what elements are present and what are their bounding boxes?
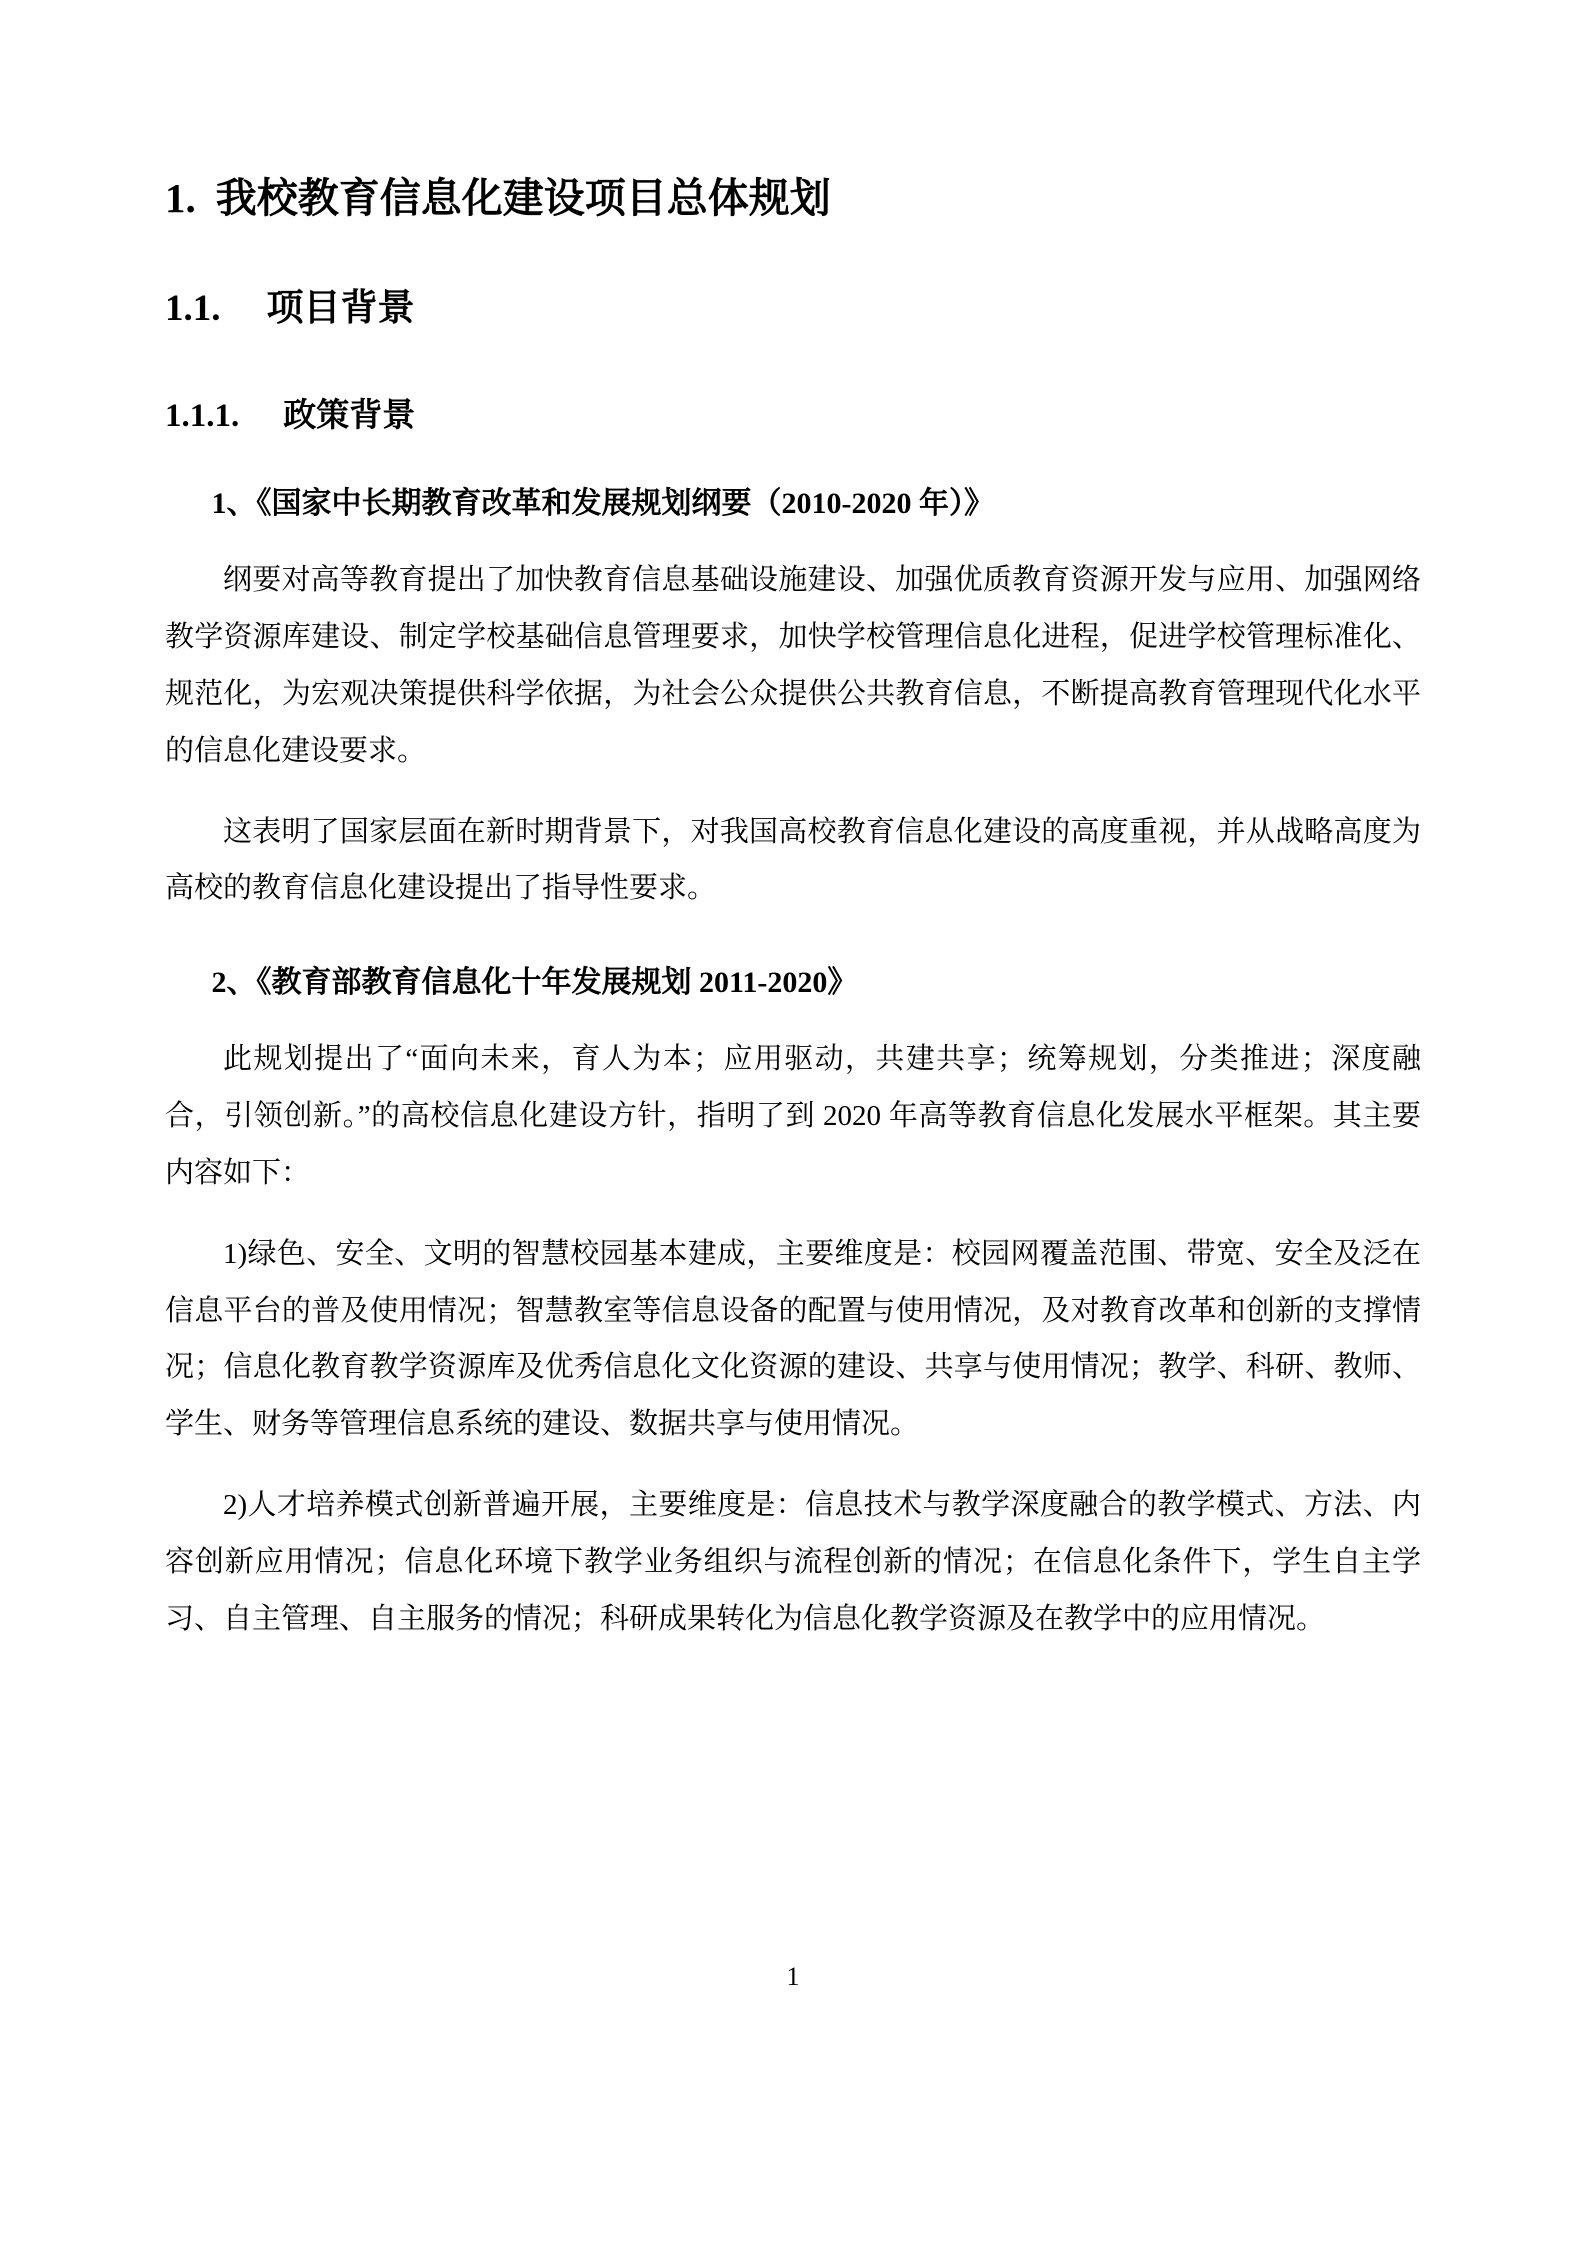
page-number: 1 <box>786 1962 800 1991</box>
policy-item-2-heading: 2、《教育部教育信息化十年发展规划 2011-2020》 <box>211 966 858 1000</box>
heading-level-2 <box>165 285 1421 333</box>
heading-3-title: 政策背景 <box>283 398 416 435</box>
paragraph-outline-requirements: 纲要对高等教育提出了加快教育信息基础设施建设、加强优质教育资源开发与应用、加强网络教学资源库建设、制定学校基础信息管理要求，加快学校管理信息化进程，促进学校管理标准化、规范化，为宏观决策提供科学依据，为社会公众提供公共教育信息，不断提高教育管理现代化水平的信息化建设要求。 <box>165 564 1421 767</box>
page-footer <box>165 1962 1421 2244</box>
heading-level-3 <box>165 395 1421 438</box>
heading-2-title: 项目背景 <box>266 288 415 330</box>
paragraph-plan-guideline: 此规划提出了“面向未来，育人为本；应用驱动，共建共享；统筹规划，分类推进；深度融合，引领创新。”的高校信息化建设方针，指明了到 2020 年高等教育信息化发展水平框架。其主要内容如下： <box>165 1043 1421 1189</box>
paragraph-smart-campus-dimension: 1)绿色、安全、文明的智慧校园基本建成，主要维度是：校园网覆盖范围、带宽、安全及泛在信息平台的普及使用情况；智慧教室等信息设备的配置与使用情况，及对教育改革和创新的支撑情况；信息化教育教学资源库及优秀信息化文化资源的建设、共享与使用情况；教学、科研、教师、学生、财务等管理信息系统的建设、数据共享与使用情况。 <box>165 1237 1421 1441</box>
heading-2-number: 1.1. <box>165 288 221 330</box>
heading-level-1 <box>165 172 1421 225</box>
paragraph-talent-training-dimension: 2)人才培养模式创新普遍开展，主要维度是：信息技术与教学深度融合的教学模式、方法、内容创新应用情况；信息化环境下教学业务组织与流程创新的情况；在信息化条件下，学生自主学习、自主管理、自主服务的情况；科研成果转化为信息化教学资源及在教学中的应用情况。 <box>165 1489 1421 1635</box>
heading-3-number: 1.1.1. <box>165 398 240 435</box>
heading-1-title: 我校教育信息化建设项目总体规划 <box>215 175 831 221</box>
heading-1-number: 1. <box>165 175 196 221</box>
paragraph-national-significance: 这表明了国家层面在新时期背景下，对我国高校教育信息化建设的高度重视，并从战略高度为高校的教育信息化建设提出了指导性要求。 <box>165 815 1421 905</box>
policy-item-1-heading: 1、《国家中长期教育改革和发展规划纲要（2010-2020 年）》 <box>211 487 994 521</box>
